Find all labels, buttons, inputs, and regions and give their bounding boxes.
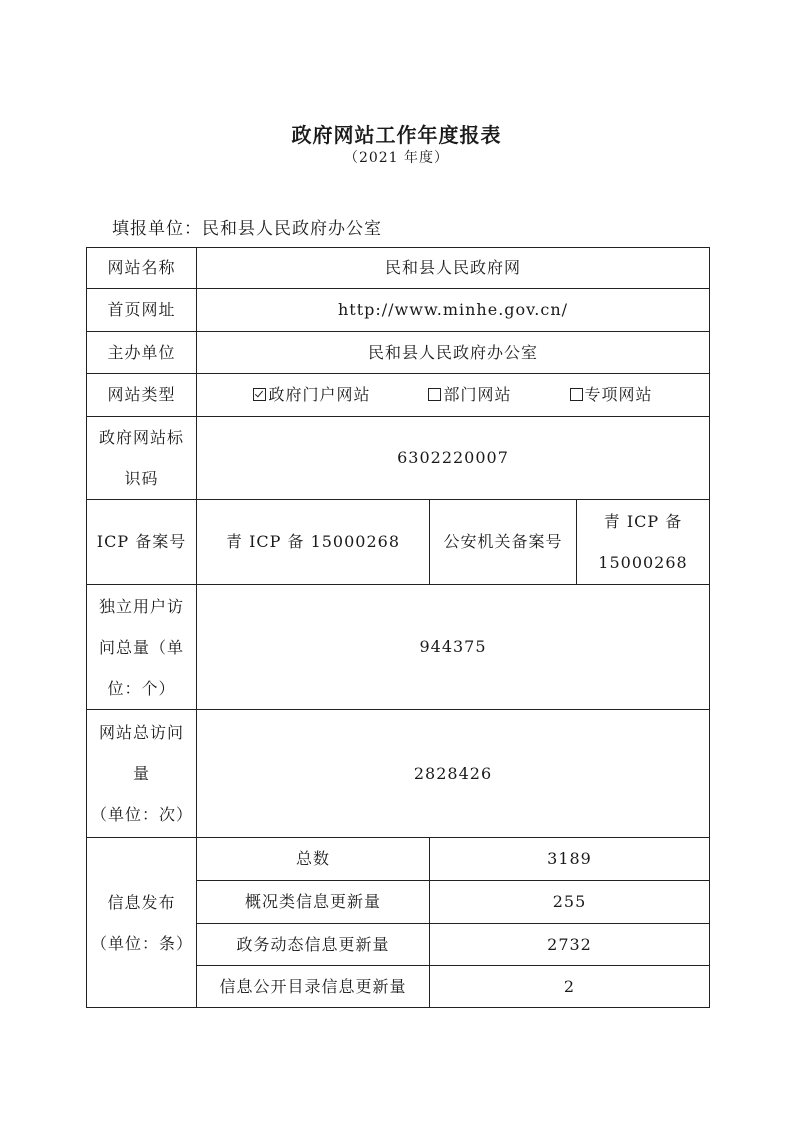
info-overview-value: 255 — [430, 881, 710, 924]
total-visits-label — [87, 710, 197, 838]
info-news-label: 政务动态信息更新量 — [197, 924, 430, 966]
total-visits-label-line1: 网站总访问 — [98, 723, 184, 742]
info-news-value: 2732 — [430, 924, 710, 966]
site-name-value: 民和县人民政府网 — [197, 248, 710, 289]
info-publish-label — [87, 838, 197, 1008]
total-visits-label-line3: （单位：次） — [91, 805, 194, 824]
police-record-label: 公安机关备案号 — [430, 500, 577, 585]
checked-checkbox-icon — [253, 388, 266, 401]
site-type-label: 网站类型 — [87, 374, 197, 417]
option-department-label: 部门网站 — [443, 385, 512, 404]
option-special-label: 专项网站 — [584, 385, 653, 404]
info-publish-label-line2: （单位：条） — [91, 933, 194, 953]
info-publish-label-line1: 信息发布 — [107, 892, 176, 912]
reporting-unit-label: 填报单位： — [112, 219, 202, 239]
reporting-unit-value: 民和县人民政府办公室 — [202, 219, 382, 239]
site-id-value: 6302220007 — [197, 417, 710, 500]
total-visits-label-line2: 量 — [132, 764, 150, 783]
row-unique-visitors — [87, 585, 710, 710]
unchecked-checkbox-icon — [428, 388, 441, 401]
homepage-value: http://www.minhe.gov.cn/ — [197, 289, 710, 332]
unchecked-checkbox-icon — [570, 388, 583, 401]
option-special — [570, 375, 653, 415]
row-sponsor — [87, 332, 710, 374]
site-name-label: 网站名称 — [87, 248, 197, 289]
unique-visitors-label-line3: 位：个） — [107, 678, 176, 698]
site-id-label — [87, 417, 197, 500]
report-year: （2021 年度） — [343, 150, 450, 166]
row-site-id — [87, 417, 710, 500]
info-catalog-value: 2 — [430, 966, 710, 1008]
option-portal — [253, 375, 370, 415]
unique-visitors-label — [87, 585, 197, 710]
total-visits-value: 2828426 — [197, 710, 710, 838]
row-site-type — [87, 374, 710, 417]
unique-visitors-value: 944375 — [197, 585, 710, 710]
row-homepage — [87, 289, 710, 332]
report-table — [86, 247, 710, 1008]
option-portal-label: 政府门户网站 — [268, 385, 371, 404]
sponsor-label: 主办单位 — [87, 332, 197, 374]
site-id-label-line1: 政府网站标 — [98, 428, 184, 447]
info-overview-label: 概况类信息更新量 — [197, 881, 430, 924]
info-total-label: 总数 — [197, 838, 430, 881]
row-site-name — [87, 248, 710, 289]
unique-visitors-label-line2: 问总量（单 — [98, 637, 184, 657]
row-info-total — [87, 838, 710, 881]
icp-value: 青 ICP 备 15000268 — [197, 500, 430, 585]
reporting-unit — [112, 214, 382, 239]
row-icp — [87, 500, 710, 585]
row-total-visits — [87, 710, 710, 838]
unique-visitors-label-line1: 独立用户访 — [98, 596, 184, 616]
sponsor-value: 民和县人民政府办公室 — [197, 332, 710, 374]
police-record-value-line1: 青 ICP 备 — [603, 512, 683, 531]
icp-label: ICP 备案号 — [87, 500, 197, 585]
police-record-value — [577, 500, 710, 585]
info-catalog-label: 信息公开目录信息更新量 — [197, 966, 430, 1008]
option-department — [428, 375, 511, 415]
homepage-label: 首页网址 — [87, 289, 197, 332]
site-type-options — [197, 374, 710, 417]
report-title: 政府网站工作年度报表 — [291, 123, 502, 147]
site-id-label-line2: 识码 — [124, 469, 159, 488]
info-total-value: 3189 — [430, 838, 710, 881]
police-record-value-line2: 15000268 — [598, 553, 688, 572]
